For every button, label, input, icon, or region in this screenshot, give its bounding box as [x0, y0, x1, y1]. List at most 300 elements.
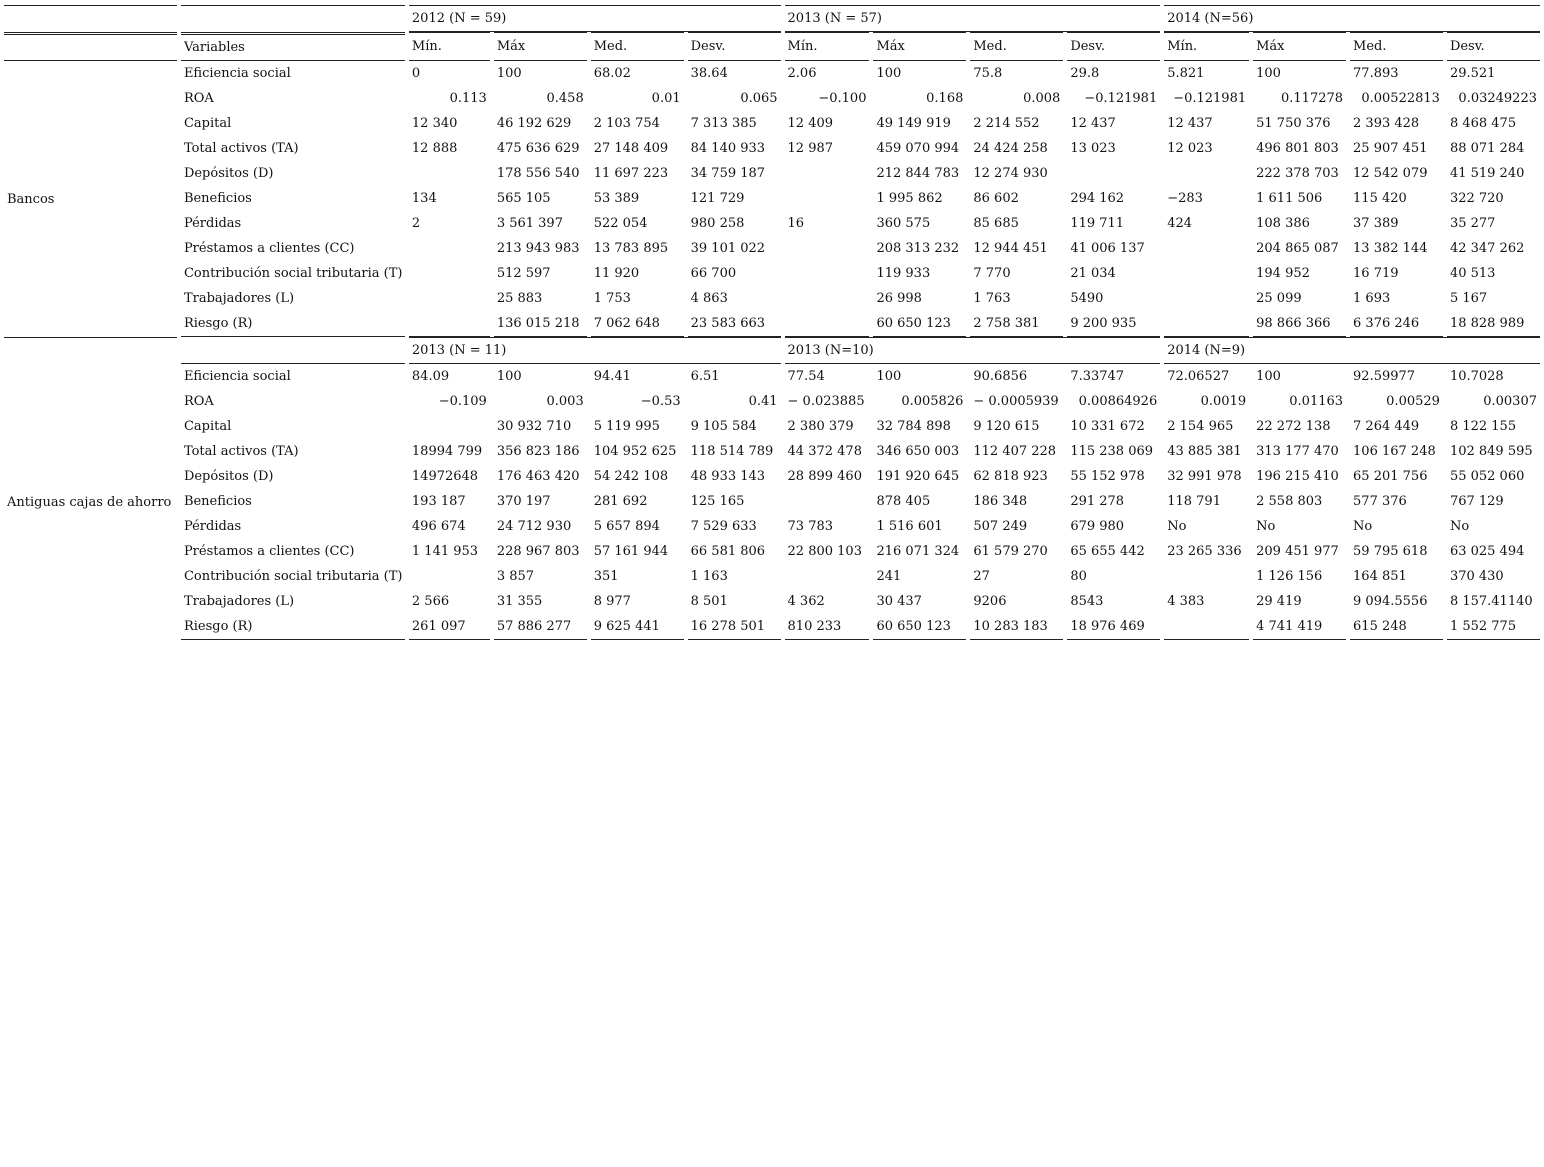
variable-label: Depósitos (D) [183, 469, 274, 484]
column-header: Desv. [688, 32, 781, 61]
value-cell: 281 692 [593, 494, 648, 509]
value-cell: No [1167, 519, 1187, 534]
descriptive-statistics-table [0, 5, 1544, 640]
value-cell: 9 105 584 [690, 419, 757, 434]
value-cell: 77.893 [1353, 66, 1399, 81]
statistics-table-container [4, 5, 1544, 640]
value-cell: 38.64 [690, 66, 728, 81]
value-cell: 24 424 258 [973, 141, 1048, 156]
value-cell: 11 920 [593, 266, 640, 281]
value-cell: 43 885 381 [1167, 444, 1242, 459]
table-row [4, 86, 1540, 111]
value-cell: 2 103 754 [593, 116, 660, 131]
value-cell: 9206 [973, 594, 1007, 609]
value-cell: 32 784 898 [876, 419, 951, 434]
table-row [4, 186, 1540, 211]
value-cell: 1 141 953 [411, 544, 479, 559]
table-row [4, 161, 1540, 186]
value-cell: 241 [876, 569, 902, 584]
value-cell: 7 264 449 [1353, 419, 1420, 434]
value-cell: 25 883 [496, 291, 543, 306]
value-cell: − 0.023885 [787, 394, 865, 409]
column-header: Máx [494, 32, 587, 61]
value-cell: 10 331 672 [1070, 419, 1145, 434]
value-cell [409, 564, 490, 589]
value-cell: 3 561 397 [496, 216, 563, 231]
value-cell: 9 120 615 [973, 419, 1040, 434]
value-cell: 208 313 232 [876, 241, 960, 256]
variable-label: Riesgo (R) [181, 311, 405, 337]
value-cell: 346 650 003 [876, 444, 960, 459]
value-cell: 980 258 [690, 216, 745, 231]
variable-label: Contribución social tributaria (T) [183, 569, 403, 584]
value-cell: 134 [411, 191, 437, 206]
year-header: 2014 (N=56) [1164, 5, 1540, 32]
value-cell [1164, 614, 1249, 640]
value-cell: 12 987 [787, 141, 834, 156]
value-cell: −0.121981 [1173, 91, 1247, 106]
value-cell: 48 933 143 [690, 469, 766, 484]
value-cell: 30 437 [876, 594, 922, 609]
value-cell: 65 655 442 [1070, 544, 1145, 559]
header-blank-cell [181, 337, 405, 364]
value-cell: 106 167 248 [1353, 444, 1436, 459]
value-cell [409, 236, 490, 261]
value-cell: 90.6856 [973, 369, 1028, 384]
value-cell [785, 236, 870, 261]
value-cell: 1 995 862 [876, 191, 943, 206]
value-cell: 313 177 470 [1256, 444, 1339, 459]
value-cell: 0.113 [449, 91, 487, 106]
value-cell: 0.00864926 [1078, 394, 1158, 409]
value-cell: 94.41 [593, 369, 631, 384]
value-cell: 13 023 [1070, 141, 1116, 156]
variable-label: ROA [183, 394, 214, 409]
value-cell: 35 277 [1449, 216, 1496, 231]
value-cell: 10.7028 [1449, 369, 1504, 384]
value-cell: 104 952 625 [593, 444, 677, 459]
value-cell: 351 [593, 569, 619, 584]
value-cell: 26 998 [876, 291, 922, 306]
table-row [4, 589, 1540, 614]
value-cell: 100 [496, 66, 522, 81]
variable-label: Trabajadores (L) [183, 594, 295, 609]
value-cell: 0.003 [546, 394, 584, 409]
value-cell: 4 362 [787, 594, 825, 609]
value-cell: 512 597 [496, 266, 551, 281]
value-cell: 216 071 324 [876, 544, 960, 559]
value-cell: −283 [1167, 191, 1203, 206]
column-header: Mín. [1164, 32, 1249, 61]
value-cell: 100 [496, 369, 522, 384]
value-cell: 191 920 645 [876, 469, 960, 484]
value-cell: 25 907 451 [1353, 141, 1428, 156]
table-row [4, 489, 1540, 514]
column-header: Desv. [1447, 32, 1540, 61]
header-blank-cell [181, 5, 405, 32]
table-row [4, 389, 1540, 414]
value-cell: 29.8 [1070, 66, 1100, 81]
column-header-row [4, 32, 1540, 61]
value-cell: 21 034 [1070, 266, 1116, 281]
value-cell: 34 759 187 [690, 166, 766, 181]
variable-label: ROA [183, 91, 214, 106]
value-cell: 8 977 [593, 594, 631, 609]
value-cell: 41 519 240 [1449, 166, 1525, 181]
value-cell: 0.458 [546, 91, 584, 106]
value-cell: 7 770 [973, 266, 1011, 281]
value-cell: 55 052 060 [1449, 469, 1525, 484]
value-cell: 44 372 478 [787, 444, 862, 459]
value-cell: 507 249 [973, 519, 1028, 534]
value-cell [785, 286, 870, 311]
value-cell: 18994 799 [411, 444, 483, 459]
value-cell [409, 261, 490, 286]
value-cell: 57 161 944 [593, 544, 669, 559]
table-row [4, 414, 1540, 439]
value-cell: 118 791 [1167, 494, 1221, 509]
variable-label: Eficiencia social [183, 66, 291, 81]
value-cell: 40 513 [1449, 266, 1496, 281]
value-cell: 2 380 379 [787, 419, 854, 434]
value-cell [785, 186, 870, 211]
value-cell: 767 129 [1449, 494, 1504, 509]
value-cell: 88 071 284 [1449, 141, 1525, 156]
variable-label: Beneficios [183, 191, 252, 206]
value-cell: 459 070 994 [876, 141, 960, 156]
value-cell: 12 944 451 [973, 241, 1048, 256]
table-row [4, 286, 1540, 311]
value-cell: 31 355 [496, 594, 543, 609]
value-cell: 23 583 663 [688, 311, 781, 337]
header-blank-cell [4, 5, 177, 32]
value-cell [409, 311, 490, 337]
value-cell: 16 719 [1353, 266, 1399, 281]
value-cell: 2.06 [787, 66, 817, 81]
value-cell: 0.005826 [901, 394, 964, 409]
value-cell: 178 556 540 [496, 166, 580, 181]
year-header-row [4, 5, 1540, 32]
value-cell: 115 420 [1353, 191, 1407, 206]
value-cell: 12 437 [1070, 116, 1116, 131]
value-cell: 8 501 [690, 594, 728, 609]
value-cell: 75.8 [973, 66, 1003, 81]
value-cell: −0.53 [640, 394, 681, 409]
value-cell: 61 579 270 [973, 544, 1048, 559]
value-cell: 0.117278 [1281, 91, 1344, 106]
column-header: Mín. [785, 32, 870, 61]
value-cell: 119 711 [1070, 216, 1125, 231]
value-cell: 222 378 703 [1256, 166, 1339, 181]
value-cell: 23 265 336 [1167, 544, 1242, 559]
value-cell: 0.01 [651, 91, 681, 106]
value-cell: 810 233 [785, 614, 870, 640]
variable-label: Total activos (TA) [183, 444, 299, 459]
value-cell: 9 094.5556 [1353, 594, 1428, 609]
value-cell: 209 451 977 [1256, 544, 1339, 559]
value-cell: 66 700 [690, 266, 737, 281]
table-row [4, 311, 1540, 337]
value-cell: 5 119 995 [593, 419, 660, 434]
value-cell: 496 674 [411, 519, 466, 534]
value-cell: 54 242 108 [593, 469, 669, 484]
value-cell: 59 795 618 [1353, 544, 1428, 559]
value-cell: 29 419 [1256, 594, 1302, 609]
value-cell: 9 625 441 [591, 614, 684, 640]
value-cell [1164, 161, 1249, 186]
value-cell: 1 693 [1353, 291, 1391, 306]
value-cell: 121 729 [690, 191, 745, 206]
value-cell: 0.00522813 [1361, 91, 1440, 106]
value-cell [1164, 261, 1249, 286]
value-cell: No [1449, 519, 1470, 534]
value-cell: 0.008 [1023, 91, 1061, 106]
value-cell: 57 886 277 [494, 614, 587, 640]
value-cell [1067, 161, 1160, 186]
value-cell: 0.168 [926, 91, 964, 106]
value-cell: 475 636 629 [496, 141, 580, 156]
table-row [4, 211, 1540, 236]
column-header: Med. [970, 32, 1063, 61]
value-cell: 24 712 930 [496, 519, 572, 534]
value-cell: 6 376 246 [1350, 311, 1443, 337]
table-row [4, 261, 1540, 286]
table-row [4, 539, 1540, 564]
value-cell: 85 685 [973, 216, 1019, 231]
value-cell: 12 409 [787, 116, 834, 131]
value-cell: 1 163 [690, 569, 728, 584]
value-cell: 1 611 506 [1256, 191, 1323, 206]
value-cell: 522 054 [593, 216, 648, 231]
value-cell [1164, 564, 1249, 589]
year-header: 2013 (N = 57) [785, 5, 1161, 32]
value-cell: 136 015 218 [494, 311, 587, 337]
value-cell: 878 405 [876, 494, 931, 509]
value-cell: 424 [1167, 216, 1193, 231]
value-cell: 12 888 [411, 141, 458, 156]
value-cell: 84.09 [411, 369, 450, 384]
group-label: Antiguas cajas de ahorro [7, 494, 172, 510]
header-blank-cell [4, 32, 177, 61]
value-cell [785, 489, 870, 514]
value-cell: 322 720 [1449, 191, 1504, 206]
value-cell: 37 389 [1353, 216, 1399, 231]
value-cell: − 0.0005939 [973, 394, 1059, 409]
value-cell: −0.121981 [1084, 91, 1158, 106]
value-cell: 92.59977 [1353, 369, 1416, 384]
value-cell: 176 463 420 [496, 469, 580, 484]
value-cell: 291 278 [1070, 494, 1125, 509]
year-header: 2014 (N=9) [1164, 337, 1540, 364]
value-cell: 212 844 783 [876, 166, 960, 181]
value-cell: 1 763 [973, 291, 1011, 306]
value-cell: 0.065 [740, 91, 778, 106]
value-cell: 12 437 [1167, 116, 1213, 131]
column-header-variables: Variables [181, 32, 405, 61]
year-header: 2013 (N = 11) [409, 337, 781, 364]
value-cell: 7.33747 [1070, 369, 1125, 384]
value-cell: 356 823 186 [496, 444, 580, 459]
group-label: Bancos [7, 191, 55, 207]
value-cell: −0.109 [438, 394, 487, 409]
value-cell: 565 105 [496, 191, 551, 206]
value-cell: 2 154 965 [1167, 419, 1234, 434]
value-cell: 0.41 [748, 394, 778, 409]
value-cell: 7 062 648 [591, 311, 684, 337]
value-cell: 679 980 [1070, 519, 1125, 534]
value-cell [409, 414, 490, 439]
value-cell: 11 697 223 [593, 166, 669, 181]
value-cell: 16 278 501 [688, 614, 781, 640]
value-cell: 196 215 410 [1256, 469, 1339, 484]
value-cell: 2 558 803 [1256, 494, 1323, 509]
value-cell [1164, 236, 1249, 261]
value-cell: 22 272 138 [1256, 419, 1331, 434]
value-cell: 80 [1070, 569, 1087, 584]
value-cell: 7 313 385 [690, 116, 757, 131]
value-cell: 77.54 [787, 369, 825, 384]
column-header: Máx [873, 32, 966, 61]
table-row [4, 614, 1540, 640]
value-cell: 25 099 [1256, 291, 1302, 306]
value-cell: 0.01163 [1289, 394, 1344, 409]
value-cell: No [1353, 519, 1373, 534]
value-cell: 5 657 894 [593, 519, 660, 534]
value-cell: 0.03249223 [1458, 91, 1537, 106]
value-cell: 86 602 [973, 191, 1019, 206]
value-cell: 5490 [1070, 291, 1104, 306]
value-cell: 16 [787, 216, 805, 231]
value-cell: 4 863 [690, 291, 728, 306]
value-cell [785, 564, 870, 589]
value-cell: 108 386 [1256, 216, 1310, 231]
value-cell: 55 152 978 [1070, 469, 1145, 484]
value-cell: 8543 [1070, 594, 1104, 609]
value-cell: 60 650 123 [873, 614, 966, 640]
table-row [4, 136, 1540, 161]
value-cell: 577 376 [1353, 494, 1407, 509]
value-cell: 1 516 601 [876, 519, 943, 534]
variable-label: Pérdidas [183, 519, 242, 534]
value-cell: 27 [973, 569, 990, 584]
value-cell: 30 932 710 [496, 419, 572, 434]
variable-label: Pérdidas [183, 216, 242, 231]
value-cell: 8 157.41140 [1449, 594, 1533, 609]
value-cell: 13 382 144 [1353, 241, 1428, 256]
value-cell: 6.51 [690, 369, 720, 384]
table-row [4, 514, 1540, 539]
value-cell: 194 952 [1256, 266, 1310, 281]
value-cell: 100 [1256, 369, 1281, 384]
value-cell: 72.06527 [1167, 369, 1230, 384]
value-cell: 3 857 [496, 569, 535, 584]
value-cell: 261 097 [409, 614, 490, 640]
variable-label: Depósitos (D) [183, 166, 274, 181]
value-cell: 0.00529 [1386, 394, 1440, 409]
variable-label: Préstamos a clientes (CC) [183, 544, 355, 559]
value-cell [785, 161, 870, 186]
value-cell: 7 529 633 [690, 519, 757, 534]
value-cell: 28 899 460 [787, 469, 862, 484]
value-cell: 2 [411, 216, 421, 231]
value-cell: 62 818 923 [973, 469, 1048, 484]
value-cell: 2 566 [411, 594, 450, 609]
value-cell: 125 165 [690, 494, 745, 509]
column-header: Mín. [409, 32, 490, 61]
value-cell: 100 [1256, 66, 1281, 81]
value-cell: 228 967 803 [496, 544, 580, 559]
value-cell: 2 393 428 [1353, 116, 1420, 131]
value-cell: 5 167 [1449, 291, 1488, 306]
value-cell: 119 933 [876, 266, 931, 281]
value-cell: 12 023 [1167, 141, 1213, 156]
value-cell: 5.821 [1167, 66, 1205, 81]
table-row [4, 111, 1540, 136]
variable-label: Total activos (TA) [183, 141, 299, 156]
value-cell: 39 101 022 [690, 241, 766, 256]
value-cell: 186 348 [973, 494, 1028, 509]
value-cell: 18 828 989 [1447, 311, 1540, 337]
value-cell: 13 783 895 [593, 241, 669, 256]
value-cell: 60 650 123 [873, 311, 966, 337]
value-cell: 63 025 494 [1449, 544, 1525, 559]
value-cell: 2 214 552 [973, 116, 1040, 131]
value-cell [785, 261, 870, 286]
column-header: Med. [591, 32, 684, 61]
value-cell: 9 200 935 [1067, 311, 1160, 337]
value-cell: 294 162 [1070, 191, 1125, 206]
value-cell: 100 [876, 66, 902, 81]
variable-label: Eficiencia social [183, 369, 291, 384]
value-cell: 4 383 [1167, 594, 1205, 609]
table-row [4, 61, 1540, 86]
variable-label: Trabajadores (L) [183, 291, 295, 306]
variable-label: Capital [183, 419, 232, 434]
value-cell: 84 140 933 [690, 141, 766, 156]
column-header: Med. [1350, 32, 1443, 61]
value-cell: 66 581 806 [690, 544, 766, 559]
table-row [4, 564, 1540, 589]
variable-label: Préstamos a clientes (CC) [183, 241, 355, 256]
table-row [4, 364, 1540, 389]
value-cell: 1 753 [593, 291, 631, 306]
value-cell: 118 514 789 [690, 444, 774, 459]
value-cell: 12 274 930 [973, 166, 1048, 181]
value-cell: 204 865 087 [1256, 241, 1339, 256]
value-cell: 370 430 [1449, 569, 1504, 584]
value-cell [1164, 311, 1249, 337]
column-header: Máx [1253, 32, 1346, 61]
value-cell: 8 468 475 [1449, 116, 1517, 131]
value-cell: 360 575 [876, 216, 931, 231]
value-cell: 112 407 228 [973, 444, 1057, 459]
value-cell: 14972648 [411, 469, 479, 484]
value-cell: 51 750 376 [1256, 116, 1331, 131]
value-cell: 18 976 469 [1067, 614, 1160, 640]
value-cell: 2 758 381 [970, 311, 1063, 337]
value-cell: 0 [411, 66, 421, 81]
value-cell: 68.02 [593, 66, 631, 81]
value-cell [409, 286, 490, 311]
value-cell: 42 347 262 [1449, 241, 1525, 256]
value-cell: 370 197 [496, 494, 551, 509]
value-cell: 12 340 [411, 116, 458, 131]
value-cell [1164, 286, 1249, 311]
variable-label: Capital [183, 116, 232, 131]
value-cell: 22 800 103 [787, 544, 862, 559]
value-cell: 32 991 978 [1167, 469, 1242, 484]
value-cell: 98 866 366 [1253, 311, 1346, 337]
